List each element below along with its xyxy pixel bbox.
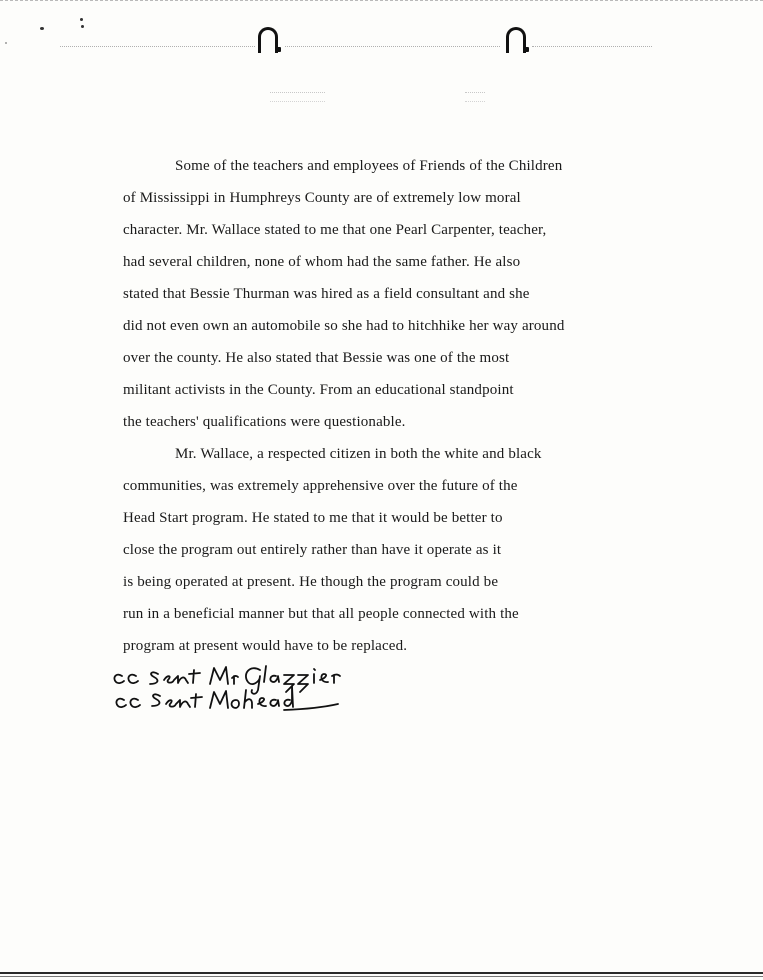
body-line: of Mississippi in Humphreys County are of extremely low moral [123, 190, 521, 206]
body-line: close the program out entirely rather than have it operate as it [123, 542, 502, 558]
scan-speck [5, 42, 7, 44]
body-line: the teachers' qualifications were questionable. [123, 414, 406, 430]
scan-top-edge [0, 0, 763, 3]
scan-speck [40, 27, 44, 30]
body-line: Mr. Wallace, a respected citizen in both the white and black [175, 446, 542, 462]
scan-speck [80, 18, 83, 21]
body-line: communities, was extremely apprehensive over the future of the [123, 478, 518, 494]
header-rule-right [532, 46, 652, 48]
body-line: program at present would have to be replaced. [123, 638, 408, 654]
body-line: stated that Bessie Thurman was hired as a field consultant and she [123, 286, 530, 302]
scan-bottom-edge-shadow [0, 976, 763, 977]
body-line: Some of the teachers and employees of Friends of the Children [175, 158, 563, 174]
document-body [123, 150, 683, 662]
body-line: Head Start program. He stated to me that it would be better to [123, 510, 503, 526]
punch-hole-left-foot [276, 47, 281, 52]
scan-bottom-edge [0, 972, 763, 974]
header-rule-middle [285, 46, 500, 48]
body-line: run in a beneficial manner but that all people connected with the [123, 606, 519, 622]
body-line: character. Mr. Wallace stated to me that one Pearl Carpenter, teacher, [123, 222, 547, 238]
handwritten-annotation [110, 662, 430, 722]
body-line: did not even own an automobile so she had to hitchhike her way around [123, 318, 565, 334]
scan-smudge [270, 92, 325, 102]
punch-hole-right-foot [524, 47, 529, 52]
punch-hole-left [258, 27, 278, 53]
header-rule-left [60, 46, 255, 48]
body-line: had several children, none of whom had the same father. He also [123, 254, 521, 270]
scan-speck [81, 25, 84, 28]
body-line: over the county. He also stated that Bessie was one of the most [123, 350, 510, 366]
punch-hole-right [506, 27, 526, 53]
body-line: militant activists in the County. From an educational standpoint [123, 382, 514, 398]
scan-smudge [465, 92, 485, 102]
body-line: is being operated at present. He though the program could be [123, 574, 499, 590]
